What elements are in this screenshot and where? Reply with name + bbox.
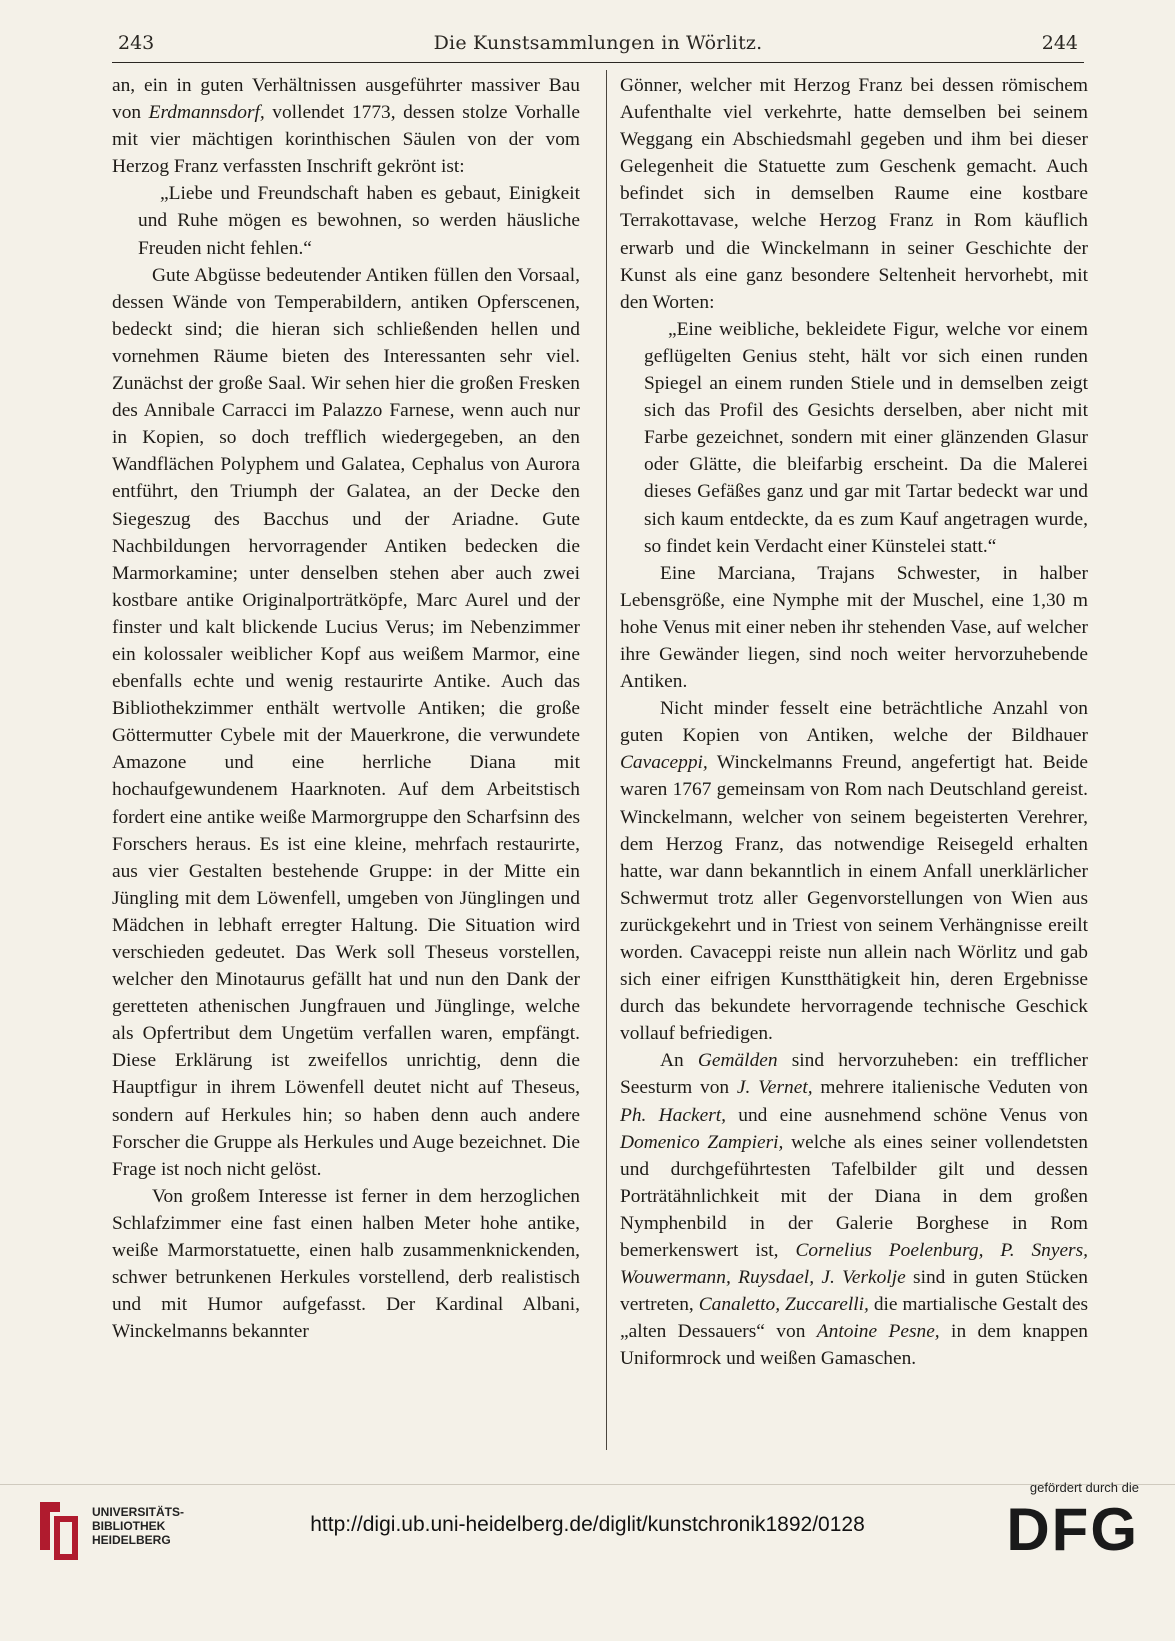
page-number-left: 243 <box>118 32 155 54</box>
artist-name: Ph. Hackert, <box>620 1104 726 1126</box>
left-column <box>112 72 580 1345</box>
artist-names: Canaletto, Zuccarelli, <box>698 1294 869 1316</box>
block-quote: „Eine weibliche, bekleidete Figur, welche vor einem geflügelten Genius steht, hält vor sich einen runden Spiegel an einem runden Stiele und in demselben zeigt sich das Profil des Gesichts derselben, aber nicht mit Farbe gezeichnet, sondern mit einer glänzenden Glasur oder Glätte, die bleifarbig erscheint. Da die Malerei dieses Gefäßes ganz und gar mit Tartar bedeckt war und sich kaum entdeckte, da es zum Kauf angetragen wurde, so findet kein Verdacht einer Künstelei statt.“ <box>644 318 1088 557</box>
page-number-right: 244 <box>1041 32 1078 54</box>
paragraph: An Gemälden sind hervorzuheben: ein trefflicher Seesturm von J. Vernet, mehrere italienische Veduten von Ph. Hackert, und eine ausnehmend schöne Venus von Domenico Zampieri, welche als eines seiner vollendetsten und durchgeführtesten Tafelbilder gilt und dessen Porträtähnlichkeit mit der Diana in dem großen Nymphenbild in der Galerie Borghese in Rom bemerkenswert ist, Cornelius Poelenburg, P. Snyers, Wouwermann, Ruysdael, J. Verkolje sind in guten Stücken vertreten, Canaletto, Zuccarelli, die martialische Gestalt des „alten Dessauers“ von Antoine Pesne, in dem knappen Uniformrock und weißen Gamaschen. <box>620 1050 1089 1370</box>
paragraph: Eine Marciana, Trajans Schwester, in halber Lebensgröße, eine Nymphe mit der Muschel, eine 1,30 m hohe Venus mit einer neben ihr stehenden Vase, auf welcher ihre Gewänder liegen, sind noch weiter hervorzuhebende Antiken. <box>620 562 1088 693</box>
artist-name: Antoine Pesne, <box>816 1321 940 1343</box>
source-url-link[interactable]: http://digi.ub.uni-heidelberg.de/diglit/kunstchronik1892/0128 <box>310 1513 865 1536</box>
italic-term: Gemälden <box>697 1050 778 1072</box>
running-title: Die Kunstsammlungen in Wörlitz. <box>433 32 763 54</box>
footer-divider <box>0 1484 1175 1485</box>
column-divider <box>606 70 607 1450</box>
artist-name: Domenico Zampieri, <box>620 1131 784 1153</box>
artist-name: J. Vernet, <box>736 1077 813 1099</box>
artist-name: Cavaceppi, <box>620 752 708 774</box>
header-rule <box>112 62 1084 63</box>
running-header <box>112 28 1084 62</box>
paragraph: Von großem Interesse ist ferner in dem herzoglichen Schlafzimmer eine fast einen halben Meter hohe antike, weiße Marmorstatuette, einen halb zusammenknickenden, schwer betrunkenen Herkules vorstellend, derb realistisch und mit Humor aufgefasst. Der Kardinal Albani, Winckelmanns bekannter <box>112 1185 580 1343</box>
dfg-logo: DFG <box>1006 1496 1139 1563</box>
funding-note: gefördert durch die <box>1029 1480 1139 1495</box>
right-column <box>620 72 1088 1373</box>
paragraph: Nicht minder fesselt eine beträchtliche Anzahl von guten Kopien von Antiken, welche der Bildhauer Cavaceppi, Winckelmanns Freund, angefertigt hat. Beide waren 1767 gemeinsam von Rom nach Deutschland gereist. Winckelmann, welcher von seinem begeisterten Verehrer, dem Herzog Franz, das notwendige Reisegeld erhalten hatte, war dann bekanntlich in einem Anfall unerklärlicher Schwermut trotz aller Gegenvorstellungen von Wien aus zurückgekehrt und in Triest von seinem Verhängnisse ereilt worden. Cavaceppi reiste nun allein nach Wörlitz und gab sich einer eifrigen Kunstthätigkeit hin, deren Ergebnisse durch das bekundete hervorragende technische Geschick vollauf befriedigen. <box>620 698 1088 1045</box>
block-quote: „Liebe und Freundschaft haben es gebaut, Einigkeit und Ruhe mögen es bewohnen, so werden häusliche Freuden nicht fehlen.“ <box>138 183 580 259</box>
paragraph: an, ein in guten Verhältnissen ausgeführter massiver Bau von Erdmannsdorf, vollendet 1773, dessen stolze Vorhalle mit vier mächtigen korinthischen Säulen von der vom Herzog Franz verfassten Inschrift gekrönt ist: <box>112 75 580 178</box>
paragraph: Gute Abgüsse bedeutender Antiken füllen den Vorsaal, dessen Wände von Temperabildern, antiken Opferscenen, bedeckt sind; die hieran sich schließenden hellen und vornehmen Räume bieten des Interessanten sehr viel. Zunächst der große Saal. Wir sehen hier die großen Fresken des Annibale Carracci im Palazzo Farnese, wenn auch nur in Kopien, so doch trefflich wiedergegeben, an den Wandflächen Polyphem und Galatea, Cephalus von Aurora entführt, den Triumph der Galatea, an der Decke den Siegeszug des Bacchus und der Ariadne. Gute Nachbildungen hervorragender Antiken bedecken die Marmorkamine; unter denselben stehen aber auch zwei kostbare antike Originalporträtköpfe, Marc Aurel und der finster und kalt blickende Lucius Verus; im Nebenzimmer ein kolossaler weiblicher Kopf aus weißem Marmor, eine ebenfalls echte und wenig restaurirte Antike. Auch das Bibliothekzimmer enthält wertvolle Antiken; die große Göttermutter Cybele mit der Mauerkrone, die verwundete Amazone und eine herrliche Diana mit hochaufgewundenem Haarknoten. Auf dem Arbeitstisch fordert eine antike weiße Marmorgruppe den Scharfsinn des Forschers heraus. Es ist eine kleine, mehrfach restaurirte, aus vier Gestalten bestehende Gruppe: in der Mitte ein Jüngling mit dem Löwenfell, umgeben von Jünglingen und Mädchen in lebhaft erregter Haltung. Die Situation wird verschieden gedeutet. Das Werk soll Theseus vorstellen, welcher den Minotaurus gefällt hat und nun den Dank der geretteten athenischen Jungfrauen und Jünglinge, welche als Opfertribut dem Ungetüm verfallen waren, empfängt. Diese Erklärung ist zweifellos unrichtig, denn die Hauptfigur in ihrem Löwenfell deutet nicht auf Theseus, sondern auf Herkules hin; so haben denn auch andere Forscher die Gruppe als Herkules und Auge bezeichnet. Die Frage ist noch nicht gelöst. <box>112 264 580 1180</box>
paragraph: Gönner, welcher mit Herzog Franz bei dessen römischem Aufenthalte viel verkehrte, hatte demselben bei seinem Weggang ein Abschiedsmahl gegeben und ihm bei dieser Gelegenheit die Statuette zum Geschenk gemacht. Auch befindet sich in demselben Raume eine kostbare Terrakottavase, welche Herzog Franz in Rom käuflich erwarb und die Winckelmann in seiner Geschichte der Kunst als eine ganz besondere Seltenheit hervorhebt, mit den Worten: <box>620 75 1088 313</box>
library-name: UNIVERSITÄTS- BIBLIOTHEK HEIDELBERG <box>92 1505 185 1547</box>
artist-names: Cornelius Poelenburg, P. Snyers, Wouwermann, Ruysdael, J. Verkolje <box>620 1240 1088 1289</box>
artist-name: Erdmannsdorf, <box>148 102 265 124</box>
